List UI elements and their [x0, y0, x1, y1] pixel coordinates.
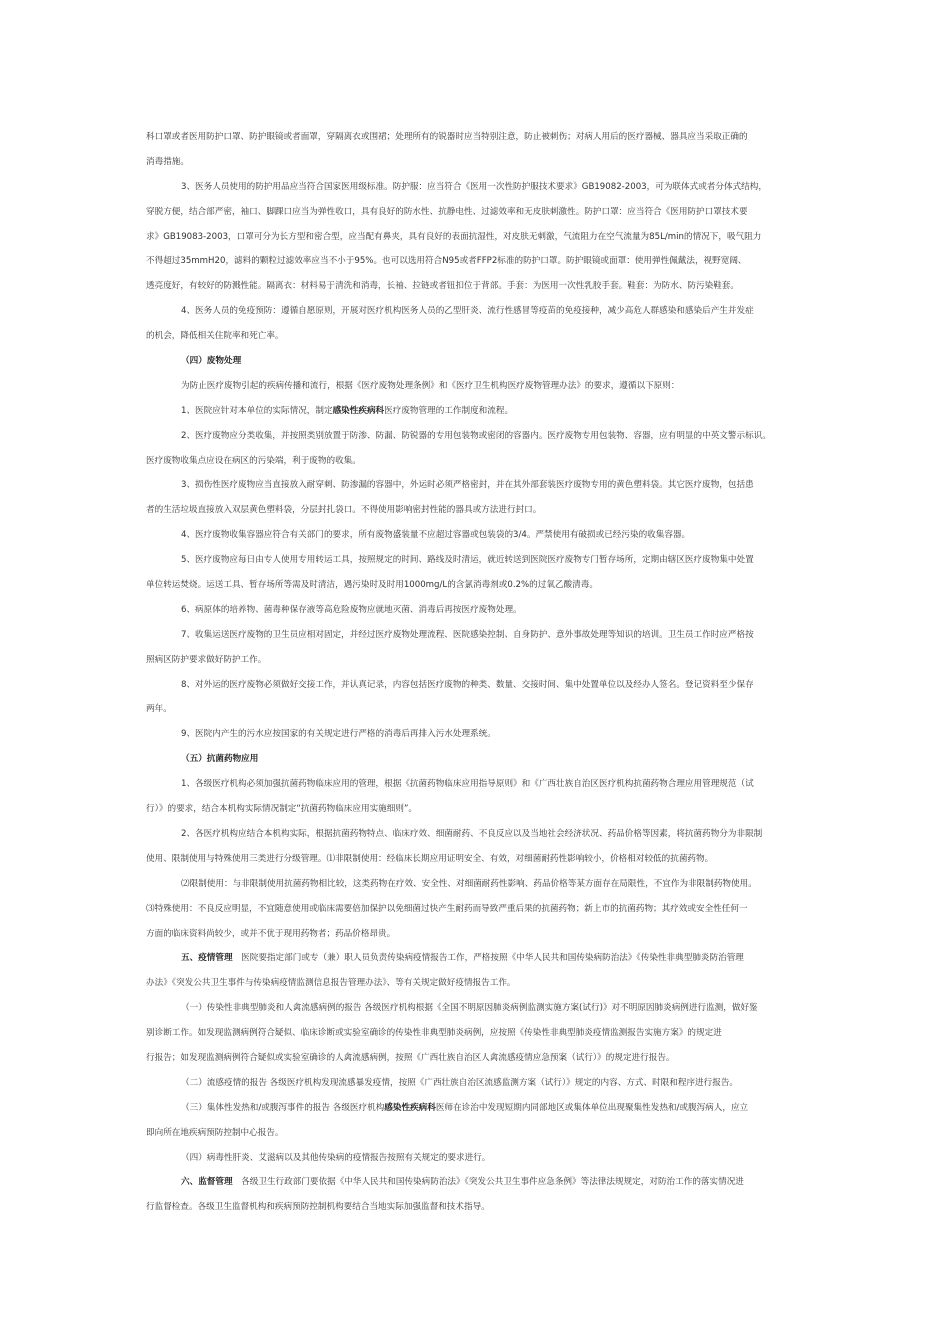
text-line: 3、医务人员使用的防护用品应当符合国家医用级标准。防护服：应当符合《医用一次性防护服技术要求》GB19082-2003，可为联体式或者分体式结构，	[181, 181, 767, 192]
text-line: 穿脱方便，结合部严密，袖口、脚踝口应当为弹性收口，具有良好的防水性、抗静电性、过滤效率和无皮肤刺激性。防护口罩：应当符合《医用防护口罩技术要	[146, 206, 748, 217]
text-line: 方面的临床资料尚较少，或并不优于现用药物者；药品价格昂贵。	[146, 928, 396, 939]
text-line: ⑵限制使用：与非限制使用抗菌药物相比较，这类药物在疗效、安全性、对细菌耐药性影响、药品价格等某方面存在局限性，不宜作为非限制药物使用。	[181, 878, 757, 889]
section-heading: （五）抗菌药物应用	[181, 754, 259, 765]
text-line: 2、医疗废物应分类收集，并按照类别放置于防渗、防漏、防锐器的专用包装物或密闭的容器内。医疗废物专用包装物、容器，应有明显的中英文警示标识。	[181, 430, 771, 441]
text-line: 别诊断工作。如发现监测病例符合疑似、临床诊断或实验室确诊的传染性非典型肺炎病例，应按照《传染性非典型肺炎疫情监测报告实施方案》的规定进	[146, 1028, 722, 1039]
text-line: 4、医务人员的免疫预防：遵循自愿原则，开展对医疗机构医务人员的乙型肝炎、流行性感冒等疫苗的免疫接种，减少高危人群感染和感染后产生并发症	[181, 306, 754, 317]
text-line: 行）》的要求，结合本机构实际情况制定“抗菌药物临床应用实施细则”。	[146, 804, 418, 815]
text-line: 使用、限制使用与特殊使用三类进行分级管理。⑴非限制使用：经临床长期应用证明安全、有效，对细菌耐药性影响较小，价格相对较低的抗菌药物。	[146, 853, 714, 864]
text-span: 1、医院应针对本单位的实际情况，制定	[181, 405, 333, 416]
text-line: 9、医院内产生的污水应按国家的有关规定进行严格的消毒后再排入污水处理系统。	[181, 729, 496, 740]
text-line	[146, 1096, 812, 1121]
text-line: 3、损伤性医疗废物应当直接放入耐穿刺、防渗漏的容器中，外运时必须严格密封，并在其外部套装医疗废物专用的黄色塑料袋。其它医疗废物，包括患	[181, 480, 754, 491]
text-line: 8、对外运的医疗废物必须做好交接工作，并认真记录，内容包括医疗废物的种类、数量、交接时间、集中处置单位以及经办人签名。登记资料至少保存	[181, 679, 754, 690]
text-line: ⑶特殊使用：不良反应明显，不宜随意使用或临床需要倍加保护以免细菌过快产生耐药而导致严重后果的抗菌药物；新上市的抗菌药物；其疗效或安全性任何一	[146, 903, 748, 914]
document-page	[146, 125, 812, 1220]
text-line: （四）病毒性肝炎、艾滋病以及其他传染病的疫情报告按照有关规定的要求进行。	[181, 1152, 491, 1163]
text-line: 7、收集运送医疗废物的卫生员应相对固定，并经过医疗废物处理流程、医院感染控制、自身防护、意外事故处理等知识的培训。卫生员工作时应严格按	[181, 629, 754, 640]
text-line: 4、医疗废物收集容器应符合有关部门的要求，所有废物盛装量不应超过容器或包装袋的3/4。严禁使用有破损或已经污染的收集容器。	[181, 530, 691, 541]
text-line: 不得超过35mmH20，滤料的颗粒过滤效率应当不小于95%。也可以选用符合N95或者FFP2标准的防护口罩。防护眼镜或面罩：使用弹性佩戴法，视野宽阔、	[146, 256, 747, 267]
text-span: （三）集体性发热和/或腹泻事件的报告 各级医疗机构	[181, 1102, 385, 1113]
text-line	[146, 1170, 812, 1195]
text-line: 消毒措施。	[146, 156, 189, 167]
text-line: 者的生活垃圾直接放入双层黄色塑料袋，分层封扎袋口。不得使用影响密封性能的器具或方法进行封口。	[146, 505, 542, 516]
text-line: 照病区防护要求做好防护工作。	[146, 654, 267, 665]
text-line: 医疗废物收集点应设在病区的污染端，利于废物的收集。	[146, 455, 361, 466]
text-line: （二）流感疫情的报告 各级医疗机构发现流感暴发疫情，按照《广西壮族自治区流感监测方案（试行）》规定的内容、方式、时限和程序进行报告。	[181, 1077, 739, 1088]
text-span: 医疗废物管理的工作制度和流程。	[384, 405, 514, 416]
text-span: 各级卫生行政部门要依据《中华人民共和国传染病防治法》《突发公共卫生事件应急条例》等法律法规规定，对防治工作的落实情况进	[232, 1177, 744, 1188]
text-span: 医师在诊治中发现短期内同部地区或集体单位出现聚集性发热和/或腹泻病人，应立	[435, 1102, 749, 1113]
text-line: 2、各医疗机构应结合本机构实际，根据抗菌药物特点、临床疗效、细菌耐药、不良反应以及当地社会经济状况、药品价格等因素，将抗菌药物分为非限制	[181, 828, 763, 839]
text-line: 行报告；如发现监测病例符合疑似或实验室确诊的人禽流感病例，按照《广西壮族自治区人禽流感疫情应急预案（试行）》的规定进行报告。	[146, 1052, 675, 1063]
text-line: 透亮度好，有较好的防溅性能。隔离衣：材料易于清洗和消毒，长袖、拉链或者钮扣位于背部。手套：为医用一次性乳胶手套。鞋套：为防水、防污染鞋套。	[146, 281, 739, 292]
section-heading: （四）废物处理	[181, 356, 242, 367]
text-line: 的机会，降低相关住院率和死亡率。	[146, 331, 284, 342]
text-line: 两年。	[146, 704, 172, 715]
text-line: 行监督检查。各级卫生监督机构和疾病预防控制机构要结合当地实际加强监督和技术指导。	[146, 1202, 490, 1213]
emphasis-text: 六、监督管理	[181, 1177, 233, 1188]
emphasis-text: 感染性疾病科	[332, 405, 385, 416]
text-line	[146, 946, 812, 971]
text-line: 办法》《突发公共卫生事件与传染病疫情监测信息报告管理办法》、等有关规定做好疫情报告工作。	[146, 978, 516, 989]
text-line: 6、病原体的培养物、菌毒种保存液等高危险废物应就地灭菌、消毒后再按医疗废物处理。	[181, 604, 522, 615]
text-line	[146, 399, 812, 424]
text-line: 为防止医疗废物引起的疾病传播和流行，根据《医疗废物处理条例》和《医疗卫生机构医疗废物管理办法》的要求，遵循以下原则：	[181, 380, 680, 391]
emphasis-text: 感染性疾病科	[384, 1102, 436, 1113]
text-line: 科口罩或者医用防护口罩、防护眼镜或者面罩，穿隔离衣或围裙；处理所有的锐器时应当特别注意，防止被刺伤；对病人用后的医疗器械、器具应当采取正确的	[146, 132, 748, 142]
text-line: 单位转运焚烧。运送工具、暂存场所等需及时清洁，遇污染时及时用1000mg/L的含氯消毒剂或0.2%的过氧乙酸清毒。	[146, 580, 598, 591]
text-line: 5、医疗废物应每日由专人使用专用转运工具，按照规定的时间、路线及时清运，就近转送到医院医疗废物专门暂存场所，定期由辖区医疗废物集中处置	[181, 555, 754, 566]
text-line: 即向所在地疾病预防控制中心报告。	[146, 1127, 284, 1138]
text-line: 求》GB19083-2003，口罩可分为长方型和密合型，应当配有鼻夹，具有良好的表面抗湿性，对皮肤无刺激，气流阻力在空气流量为85L/min的情况下，吸气阻力	[146, 231, 762, 242]
text-span: 医院要指定部门或专（兼）职人员负责传染病疫情报告工作，严格按照《中华人民共和国传染病防治法》《传染性非典型肺炎防治管理	[232, 953, 744, 964]
text-line: （一）传染性非典型肺炎和人禽流感病例的报告 各级医疗机构根据《全国不明原因肺炎病例监测实施方案(试行)》对不明原因肺炎病例进行监测，做好鉴	[181, 1003, 758, 1014]
text-line: 1、各级医疗机构必须加强抗菌药物临床应用的管理，根据《抗菌药物临床应用指导原则》和《广西壮族自治区医疗机构抗菌药物合理应用管理规范（试	[181, 779, 754, 790]
emphasis-text: 五、疫情管理	[181, 953, 233, 964]
